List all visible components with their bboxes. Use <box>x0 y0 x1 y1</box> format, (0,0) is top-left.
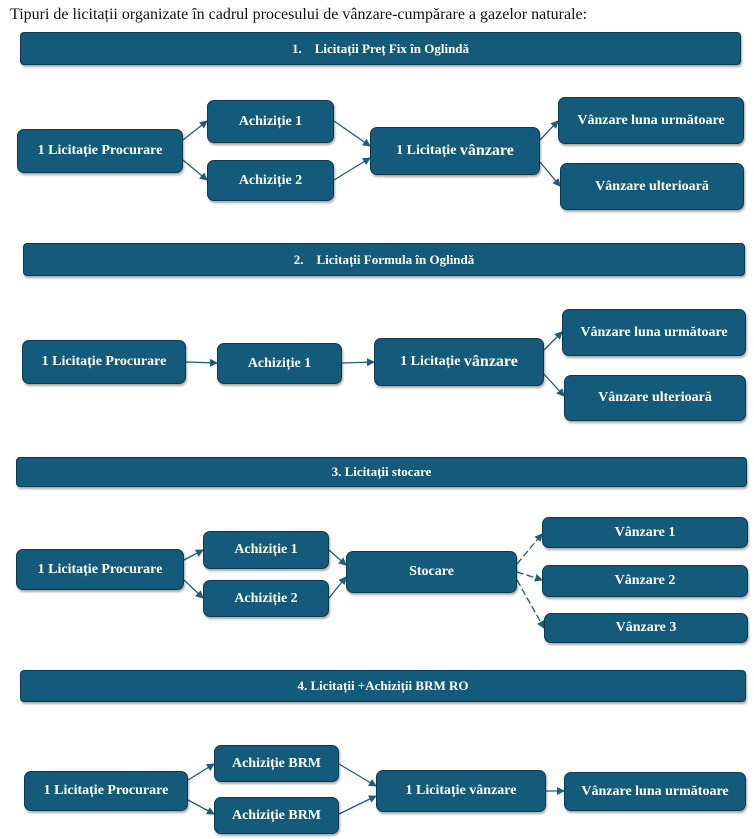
section1-title-banner <box>20 32 741 65</box>
arrow-s2-ach1-to-vanzare <box>342 362 374 363</box>
s1-procurare-box: 1 Licitație Procurare <box>17 129 183 173</box>
s4-procurare-box: 1 Licitație Procurare <box>24 771 188 811</box>
s1-out1-box: Vânzare luna următoare <box>558 97 744 144</box>
s1-vanzare-word: vânzare <box>459 142 514 159</box>
s3-stocare-box: Stocare <box>346 551 517 593</box>
s4-achizitie1-box: Achiziție BRM <box>214 745 339 782</box>
arrow-s1-ach1-to-vanzare <box>334 121 370 146</box>
section1-title: 1. Licitații Preț Fix în Oglindă <box>291 40 470 56</box>
arrow-s1-vanzare-to-out2 <box>540 162 560 186</box>
section3-title: 3. Licitații stocare <box>331 464 432 479</box>
s4-vanzare-box: 1 Licitație vânzare <box>376 770 546 812</box>
s3-achizitie1-box: Achiziție 1 <box>203 531 329 569</box>
arrow-s2-vanzare-to-out1 <box>544 332 562 350</box>
arrow-s3-stocare-to-out2 <box>517 572 542 580</box>
s2-vanzare-word: vânzare <box>463 353 518 370</box>
arrow-s4-ach2-to-vanzare <box>339 796 376 814</box>
s1-vanzare-box <box>370 127 540 175</box>
arrow-s4-proc-to-ach2 <box>188 800 214 814</box>
s2-out1-box: Vânzare luna următoare <box>562 309 746 356</box>
s4-achizitie2-box: Achiziție BRM <box>214 797 339 834</box>
arrow-s4-proc-to-ach1 <box>188 764 214 780</box>
arrow-s4-ach1-to-vanzare <box>339 764 376 786</box>
arrow-s3-ach2-to-stocare <box>329 577 346 598</box>
section4-title: 4. Licitații +Achiziții BRM RO <box>297 678 469 693</box>
s1-achizitie1-box: Achiziție 1 <box>207 100 334 143</box>
s2-achizitie1-box: Achiziție 1 <box>217 343 342 384</box>
intro-text: Tipuri de licitații organizate în cadrul procesului de vânzare-cumpărare a gazelor naturale: <box>10 6 588 23</box>
s3-achizitie2-box: Achiziție 2 <box>203 580 329 617</box>
s3-out2-box: Vânzare 2 <box>542 565 748 597</box>
arrow-s1-proc-to-ach1 <box>183 121 207 140</box>
arrow-s3-stocare-to-out3 <box>517 580 544 628</box>
s2-vanzare-box <box>374 338 544 386</box>
s3-out1-box: Vânzare 1 <box>542 517 748 548</box>
s2-out2-box: Vânzare ulterioară <box>564 375 746 421</box>
arrow-s3-proc-to-ach2 <box>184 580 203 598</box>
arrow-s3-proc-to-ach1 <box>184 550 203 560</box>
arrow-s2-vanzare-to-out2 <box>544 374 564 396</box>
s1-out2-box: Vânzare ulterioară <box>560 163 744 210</box>
section2-title-banner <box>23 243 745 276</box>
s3-out3-box: Vânzare 3 <box>544 613 748 643</box>
arrow-s1-ach2-to-vanzare <box>334 158 370 180</box>
arrow-s3-ach1-to-stocare <box>329 550 346 565</box>
arrow-s1-proc-to-ach2 <box>183 160 207 180</box>
section3-title-banner <box>16 457 747 487</box>
s1-vanzare-label: 1 Licitație <box>396 143 457 158</box>
s2-procurare-box: 1 Licitație Procurare <box>22 340 186 384</box>
arrow-s1-vanzare-to-out1 <box>540 121 558 140</box>
s3-procurare-box: 1 Licitație Procurare <box>16 549 184 590</box>
section2-title: 2. Licitații Formula în Oglindă <box>293 251 475 267</box>
section4-title-banner <box>20 670 746 702</box>
s2-vanzare-label: 1 Licitație <box>400 354 461 369</box>
s1-achizitie2-box: Achiziție 2 <box>207 160 334 201</box>
arrow-s3-stocare-to-out1 <box>517 534 542 564</box>
s4-out1-box: Vânzare luna următoare <box>564 772 746 811</box>
arrow-s2-proc-to-ach1 <box>186 362 217 363</box>
